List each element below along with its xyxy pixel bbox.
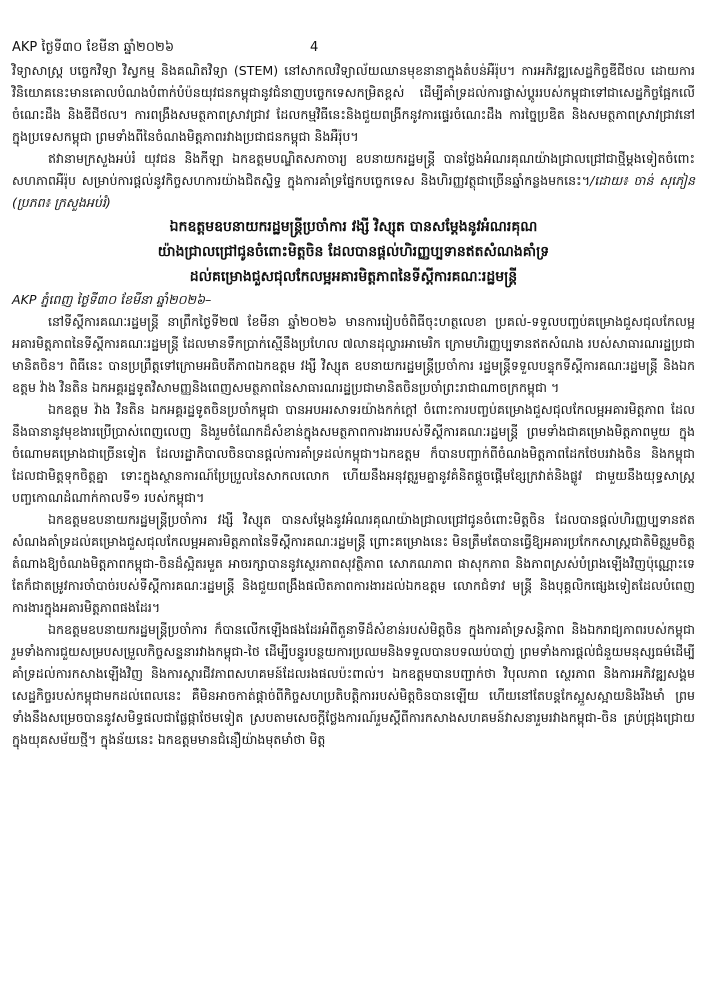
article-body: [12, 60, 695, 751]
byline: /ដោយ៖ ចាន់ សុភៀន (ប្រភព៖ ក្រសួងអប់រំ): [12, 173, 696, 210]
page-header: [12, 38, 695, 58]
paragraph: វិទ្យាសាស្ត្រ បច្ចេកវិទ្យា វិស្វកម្ម និងគណិតវិទ្យា (STEM) នៅសាកលវិទ្យាល័យឈានមុខនានាក្នុងតំបន់អឺរ៉ុប។ ការអភិវឌ្ឍសេដ្ឋកិច្ចឌីជីថល ដោយការវិនិយោគនេះមានគោលបំណងបំពាក់បំប៉នយុវជនកម្ពុជានូវជំនាញបច្ចេកទេសកម្រិតខ្ពស់ ដើម្បីគាំទ្រដល់ការផ្លាស់ប្ដូររបស់កម្ពុជាទៅជាសេដ្ឋកិច្ចផ្អែកលើចំណេះដឹង និងឌីជីថល។ ការពង្រឹងសមត្ថភាពស្រាវជ្រាវ ដែលកម្មវិធីនេះនិងជួយពង្រីកនូវការផ្ទេរចំណេះដឹង ការច្នៃប្រឌិត និងសមត្ថភាពស្រាវជ្រាវនៅក្នុងប្រទេសកម្ពុជា ព្រមទាំងពីនៃចំណងមិត្តភាពរវាងប្រជាជនកម្ពុជា និងអឺរ៉ុប។: [12, 63, 695, 144]
paragraph-text: ឥវានាមក្រសួងអប់រំ យុវជន និងកីឡា ឯកឧត្តមបណ្ឌិតសភាចារ្យ ឧបនាយករដ្ឋមន្ត្រី បានថ្លែងអំណរគុណយ៉ាងជ្រាលជ្រៅជាថ្មីម្ដងទៀតចំពោះសហភាពអឺរ៉ុប សម្រាប់ការផ្ដល់នូវកិច្ចសហការយ៉ាងជិតស្និទ្ធ ក្នុងការគាំទ្រផ្នែកបច្ចេកទេស និងហិរញ្ញវត្ថុជាច្រើនឆ្នាំកន្លងមកនេះ។: [12, 151, 695, 188]
article-title: [12, 216, 695, 289]
title-line: ឯកឧត្តមឧបនាយករដ្ឋមន្ត្រីប្រចាំការ វង្សី វិស្សុត បានសម្ដែងនូវអំណរគុណ: [169, 219, 538, 235]
title-line: យ៉ាងជ្រាលជ្រៅជូនចំពោះមិត្តចិន ដែលបានផ្ដល់ហិរញ្ញប្បទានឥតសំណងគាំទ្រ: [157, 244, 550, 260]
title-line: ដល់គម្រោងជួសជុលកែលម្អអគារមិត្តភាពនៃទីស្ដីការគណៈរដ្ឋមន្ត្រី: [189, 269, 518, 285]
paragraph: ឯកឧត្តមឧបនាយករដ្ឋមន្ត្រីប្រចាំការ វង្សី វិស្សុត បានសម្ដែងនូវអំណរគុណយ៉ាងជ្រាលជ្រៅជូនចំពោះមិត្តចិន ដែលបានផ្ដល់ហិរញ្ញប្បទានឥតសំណងគាំទ្រដល់គម្រោងជួសជុលកែលម្អអគារមិត្តភាពនៃទីស្ដីការគណៈរដ្ឋមន្ត្រី ព្រោះគម្រោងនេះ មិនត្រឹមតែបានធ្វើឱ្យអគារប្រកែកសាស្រ្តជាតិមិត្តរួមចិត្តតំណាងឱ្យចំណងមិត្តភាពកម្ពុជា-ចិនដ៏ស្អិតរមួត អាចរក្សាបាននូវស្ថេរភាពសុវត្ថិភាព សោភណភាព ផាសុកភាព និងភាពស្រស់បំព្រងឡើងវិញប៉ុណ្ណោះទេ តែក៏ជាតម្រូវការចាំបាច់របស់ទីស្ដីការគណៈរដ្ឋមន្ត្រី និងជួយពង្រឹងផលិតភាពការងារដល់ឯកឧត្តម លោកជំទាវ មន្ត្រី និងបុគ្គលិកផ្សេងទៀតដែលបំពេញការងារក្នុងអគារមិត្តភាពផងដែរ។: [12, 512, 695, 615]
paragraph: នៅទីស្ដីការគណៈរដ្ឋមន្ត្រី នាព្រឹកថ្ងៃទី២៧ ខែមីនា ឆ្នាំ២០២៦ មានការរៀបចំពិធីចុះហត្ថលេខា ប្រគល់-ទទួលបញ្ចប់គម្រោងជួសជុលកែលម្អអគារមិត្តភាពនៃទីស្ដីការគណៈរដ្ឋមន្ត្រី ដែលមានទឹកប្រាក់ស្មើនឹងប្រហែល ៧លានដុល្លារអាមេរិក ក្រោមហិរញ្ញប្បទានឥតសំណង របស់សាធារណរដ្ឋប្រជាមានិតចិន។ ពិធីនេះ បានប្រព្រឹត្តទៅក្រោមអធិបតីភាពឯកឧត្តម វង្សី វិស្សុត ឧបនាយករដ្ឋមន្ត្រីប្រចាំការ រដ្ឋមន្ត្រីទទួលបន្ទុកទីស្ដីការគណៈរដ្ឋមន្ត្រី និងឯកឧត្តម វ៉ាង វិនតិន ឯកអគ្គរដ្ឋទូតវិសាមញ្ញនិងពេញសមត្ថភាពនៃសាធារណរដ្ឋប្រជាមានិតចិនប្រចាំព្រះរាជាណាចក្រកម្ពុជា ។: [12, 314, 695, 395]
paragraph: ឯកឧត្តមឧបនាយករដ្ឋមន្ត្រីប្រចាំការ ក៏បានលើកឡើងផងដែរអំពីតួនាទីដ៏សំខាន់របស់មិត្តចិន ក្នុងការគាំទ្រសន្តិភាព និងឯករាជ្យភាពរបស់កម្ពុជា រួមទាំងការជួយសម្របសម្រួលកិច្ចសន្ទនារវាងកម្ពុជា-ថៃ ដើម្បីបន្ធូរបន្ថយការប្រឈមនិងទទួលបានបទឈប់បាញ់ ព្រមទាំងការផ្ដល់ជំនួយមនុស្សធម៌ដើម្បីគាំទ្រដល់ការកសាងឡើងវិញ និងការស្ដារជីវភាពសហគមន៍ដែលរងផលប៉ះពាល់។ ឯកឧត្តមបានបញ្ជាក់ថា វិបុលភាព ស្ថេរភាព និងការអភិវឌ្ឍសង្គម សេដ្ឋកិច្ចរបស់កម្ពុជាមកដល់ពេលនេះ គឺមិនអាចកាត់ផ្ដាច់ពីកិច្ចសហប្រតិបត្តិការរបស់មិត្តចិនបានឡើយ ហើយនៅតែបន្តកែស្អួសស្អាយនិងរឹងមាំ ព្រមទាំងនឹងសម្រេចបាននូវសមិទ្ធផលជាផ្លែផ្កាថែមទៀត ស្របតាមសេចក្ដីថ្លែងការណ៍រួមស្ដីពីការកសាងសហគមន៍វាសនារួមរវាងកម្ពុជា-ចិន គ្រប់ជ្រុងជ្រោយ ក្នុងយុគសម័យថ្មី។ ក្នុងន័យនេះ ឯកឧត្តមមានជំនឿយ៉ាងមុតមាំថា មិត្ត: [12, 622, 695, 747]
header-date: AKP ថ្ងៃទី៣០ ខែមីនា ឆ្នាំ២០២៦: [12, 40, 175, 55]
page-number: 4: [310, 40, 319, 55]
paragraph-with-byline: [12, 148, 695, 214]
dateline: AKP ភ្នំពេញ ថ្ងៃទី៣០ ខែមីនា ឆ្នាំ២០២៦–: [12, 292, 212, 307]
paragraph: ឯកឧត្តម វ៉ាង វិនតិន ឯកអគ្គរដ្ឋទូតចិនប្រចាំកម្ពុជា បានអបអរសាទរយ៉ាងកក់ក្ដៅ ចំពោះការបញ្ចប់គម្រោងជួសជុលកែលម្អអគារមិត្តភាព ដែលនឹងធានានូវមុខងារប្រើប្រាស់ពេញលេញ និងរួមចំណែកដ៏សំខាន់ក្នុងសមត្ថភាពការងាររបស់ទីស្ដីការគណៈរដ្ឋមន្ត្រី ព្រមទាំងជាគម្រោងមិត្តភាពមួយ ក្នុងចំណោមគម្រោងជាច្រើនទៀត ដែលរដ្ឋាភិបាលចិនបានផ្ដល់ការគាំទ្រដល់កម្ពុជា។ឯកឧត្តម ក៏បានបញ្ជាក់ពីចំណងមិត្តភាពដែកថែបរវាងចិន និងកម្ពុជា ដែលជាមិត្តទុកចិត្តគ្នា ទោះក្នុងស្ថានការណ៍ប្រែប្រួលនៃសាកលលោក ហើយនឹងអនុវត្តរួមគ្នានូវគំនិតផ្ដួចផ្ដើមខ្សែក្រវាត់និងផ្លូវ ជាមួយនឹងយុទ្ធសាស្ត្រ បញ្ចកោណដំណាក់កាលទី១ របស់កម្ពុជា។: [12, 402, 695, 505]
